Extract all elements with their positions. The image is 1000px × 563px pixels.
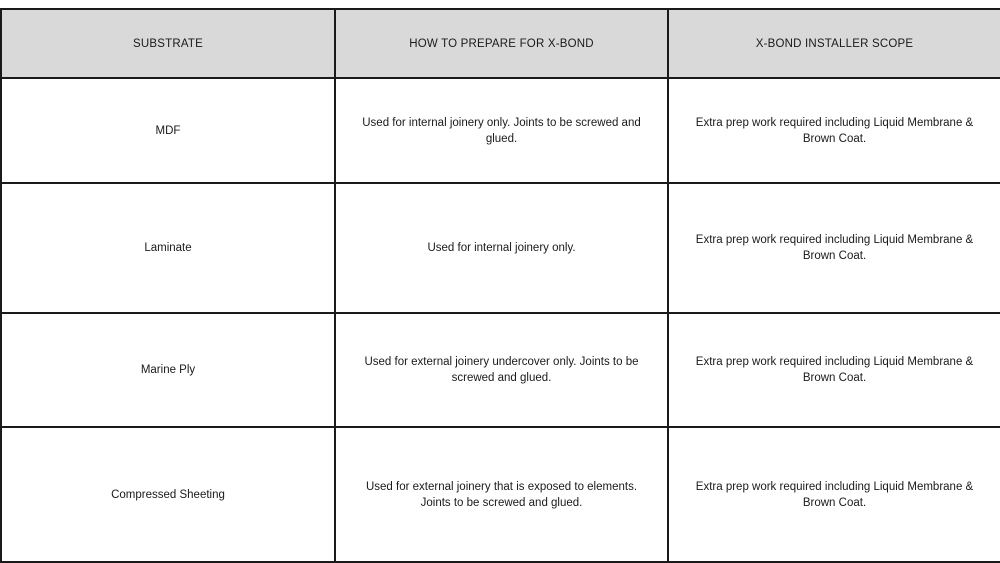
- cell-scope: Extra prep work required including Liquid Membrane & Brown Coat.: [668, 313, 1000, 427]
- header-how-to-prepare: HOW TO PREPARE FOR X-BOND: [335, 9, 668, 78]
- table-row: [1, 183, 1000, 313]
- cell-substrate: Laminate: [1, 183, 335, 313]
- header-installer-scope: X-BOND INSTALLER SCOPE: [668, 9, 1000, 78]
- table-row: [1, 78, 1000, 183]
- table-row: [1, 427, 1000, 562]
- cell-prepare: Used for internal joinery only.: [335, 183, 668, 313]
- cell-scope: Extra prep work required including Liquid Membrane & Brown Coat.: [668, 427, 1000, 562]
- cell-substrate: Marine Ply: [1, 313, 335, 427]
- cell-prepare: Used for internal joinery only. Joints to be screwed and glued.: [335, 78, 668, 183]
- cell-scope: Extra prep work required including Liquid Membrane & Brown Coat.: [668, 183, 1000, 313]
- header-substrate: SUBSTRATE: [1, 9, 335, 78]
- table-row: [1, 313, 1000, 427]
- cell-scope: Extra prep work required including Liquid Membrane & Brown Coat.: [668, 78, 1000, 183]
- cell-substrate: MDF: [1, 78, 335, 183]
- substrate-preparation-table: [0, 8, 1000, 563]
- cell-prepare: Used for external joinery undercover only. Joints to be screwed and glued.: [335, 313, 668, 427]
- cell-prepare: Used for external joinery that is exposed to elements. Joints to be screwed and glued.: [335, 427, 668, 562]
- cell-substrate: Compressed Sheeting: [1, 427, 335, 562]
- table-header-row: [1, 9, 1000, 78]
